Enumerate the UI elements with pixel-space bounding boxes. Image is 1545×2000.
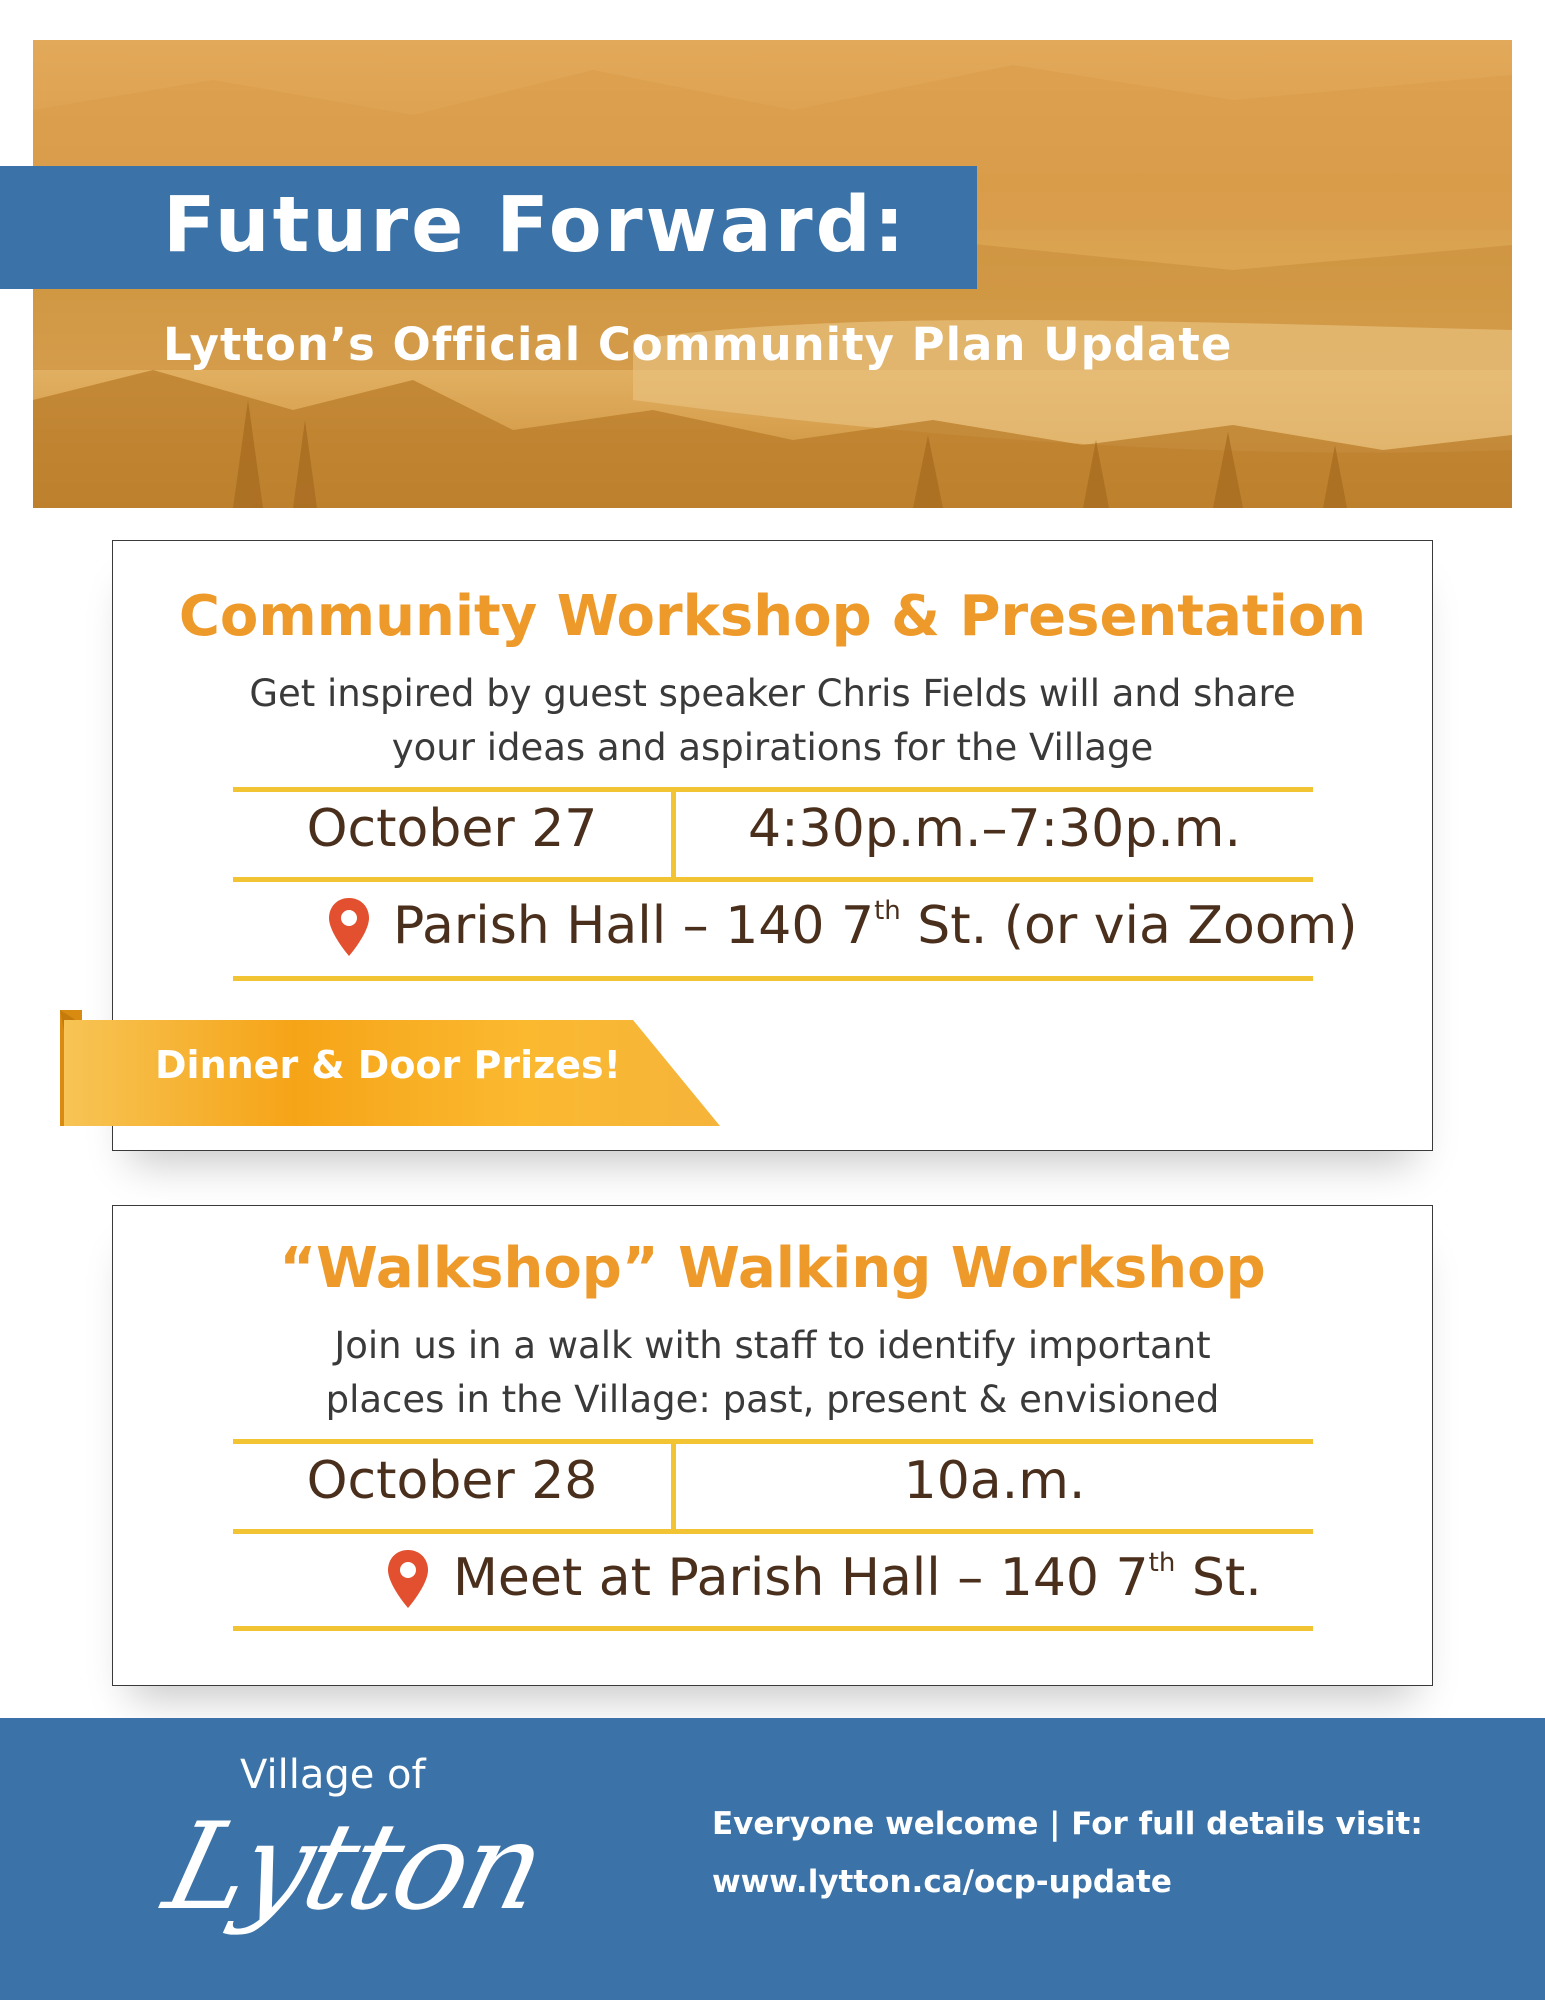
logo-lytton-script: Lytton: [152, 1798, 555, 1937]
event-location: [393, 896, 1358, 956]
event-description-line: your ideas and aspirations for the Village: [391, 726, 1154, 769]
location-text: Meet at Parish Hall – 140 7: [453, 1548, 1149, 1608]
event-time: 10a.m.: [903, 1451, 1086, 1511]
event-description: [113, 1319, 1432, 1427]
event-description-line: Get inspired by guest speaker Chris Fields will and share: [249, 672, 1296, 715]
location-text-end: St. (or via Zoom): [900, 896, 1358, 956]
footer-website-link[interactable]: www.lytton.ca/ocp-update: [712, 1864, 1172, 1900]
event-card-walkshop: [112, 1205, 1433, 1686]
logo-village-of: Village of: [240, 1752, 426, 1798]
location-text: Parish Hall – 140 7: [393, 896, 875, 956]
prize-badge-label: Dinner & Door Prizes!: [155, 1043, 621, 1087]
divider: [233, 787, 1313, 792]
event-title: Community Workshop & Presentation: [178, 584, 1367, 649]
divider: [233, 976, 1313, 981]
divider: [233, 1529, 1313, 1534]
event-description-line: places in the Village: past, present & envisioned: [325, 1378, 1220, 1421]
event-description: [113, 667, 1432, 775]
event-time: 4:30p.m.–7:30p.m.: [748, 799, 1241, 859]
location-superscript: th: [874, 896, 901, 926]
location-pin-icon: [385, 1548, 431, 1610]
footer-welcome-text: Everyone welcome | For full details visit:: [712, 1806, 1423, 1842]
divider: [233, 1439, 1313, 1444]
event-location: [453, 1548, 1262, 1608]
event-date: October 27: [306, 799, 598, 859]
divider: [233, 877, 1313, 882]
divider: [233, 1626, 1313, 1631]
location-text-end: St.: [1175, 1548, 1262, 1608]
event-date: October 28: [306, 1451, 598, 1511]
event-description-line: Join us in a walk with staff to identify important: [334, 1324, 1211, 1367]
location-superscript: th: [1148, 1548, 1176, 1578]
location-pin-icon: [326, 896, 372, 958]
event-title: “Walkshop” Walking Workshop: [279, 1236, 1266, 1301]
page-title: Future Forward:: [163, 181, 908, 270]
page-subtitle: Lytton’s Official Community Plan Update: [163, 318, 1233, 371]
